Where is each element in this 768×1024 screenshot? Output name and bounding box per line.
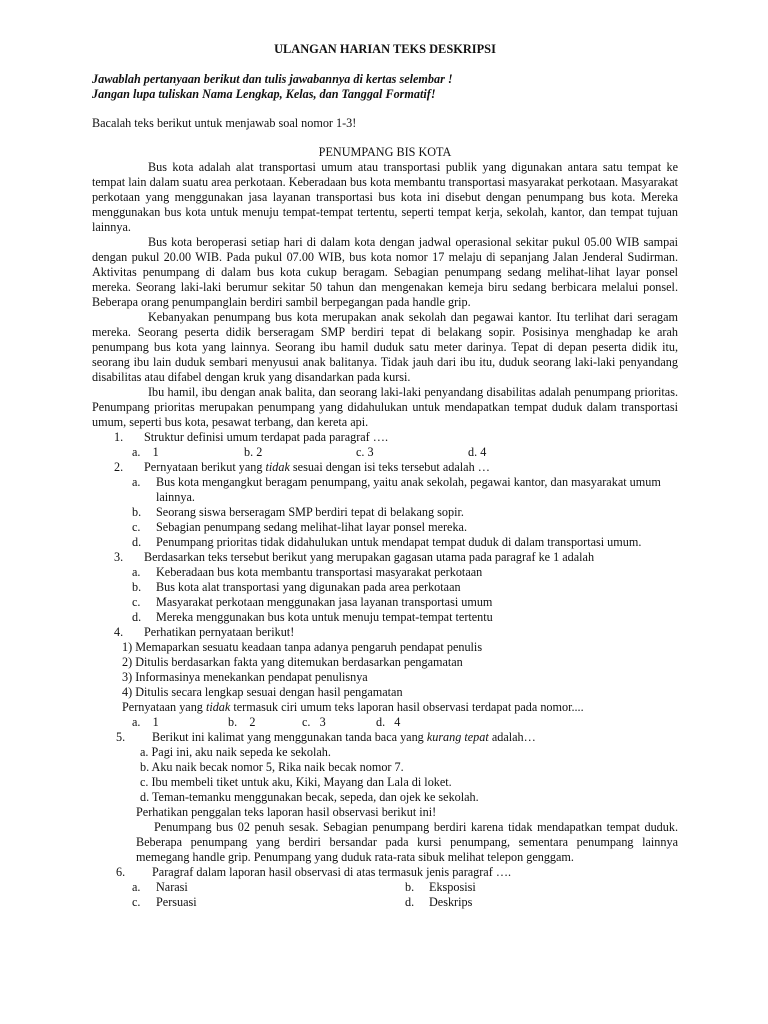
options-row [132,445,678,460]
question-text: Berikut ini kalimat yang menggunakan tanda baca yang kurang tepat adalah… [152,730,536,744]
option-a: a. Bus kota mengangkut beragam penumpang, yaitu anak sekolah, pegawai kantor, dan masyarakat umum lainnya. [132,475,661,504]
question-4 [92,625,678,730]
option-d: d. Deskrips [405,895,473,909]
statement-3: 3) Informasinya menekankan pendapat penulisnya [122,670,368,684]
option-a: a. 1 [132,445,159,459]
option-a: a. Narasi [132,880,188,894]
question-number: 1. [114,430,124,444]
option-b: b. Bus kota alat transportasi yang digunakan pada area perkotaan [132,580,461,594]
instruction-line-1: Jawablah pertanyaan berikut dan tulis jawabannya di kertas selembar ! [92,72,453,86]
statement-2: 2) Ditulis berdasarkan fakta yang ditemukan berdasarkan pengamatan [122,655,463,669]
question-prompt: Pernyataan yang tidak termasuk ciri umum teks laporan hasil observasi terdapat pada nomor.... [122,700,584,714]
question-text: Berdasarkan teks tersebut berikut yang merupakan gagasan utama pada paragraf ke 1 adalah [144,550,595,564]
excerpt-note: Perhatikan penggalan teks laporan hasil observasi berikut ini! [136,805,437,819]
question-text: Perhatikan pernyataan berikut! [144,625,295,639]
question-number: 6. [116,865,126,879]
question-number: 2. [114,460,124,474]
passage-title: PENUMPANG BIS KOTA [318,145,452,159]
question-2 [92,460,678,550]
options-row-1 [132,880,678,895]
question-5 [92,730,678,865]
option-d: d. Mereka menggunakan bus kota untuk menuju tempat-tempat tertentu [132,610,493,624]
option-c: c. 3 [356,445,374,459]
option-b: b. Aku naik becak nomor 5, Rika naik becak nomor 7. [140,760,404,774]
option-a: a. Keberadaan bus kota membantu transportasi masyarakat perkotaan [132,565,483,579]
option-c: c. 3 [302,715,326,729]
option-d: d. Penumpang prioritas tidak didahulukan untuk mendapat tempat duduk di dalam transportasi umum. [132,535,642,549]
statement-4: 4) Ditulis secara lengkap sesuai dengan hasil pengamatan [122,685,403,699]
reading-intro: Bacalah teks berikut untuk menjawab soal nomor 1-3! [92,116,357,130]
option-a: a. Pagi ini, aku naik sepeda ke sekolah. [140,745,331,759]
passage-paragraph-2: Bus kota beroperasi setiap hari di dalam kota dengan jadwal operasional sekitar pukul 05.00 WIB sampai dengan pukul 20.00 WIB. Pada pukul 07.00 WIB, bus kota nomor 17 melaju di sepanjang Jalan Jenderal Sudirman. Aktivitas penumpang di dalam bus kota cukup beragam. Sebagian penumpang sedang melihat-lihat layar ponsel mereka. Seorang laki-laki berumur sekitar 50 tahun dan mengenakan kemeja biru sedang berbicara melalui ponsel. Beberapa orang penumpanglain berdiri sambil berpegangan pada handle grip. [92,235,678,309]
passage-paragraph-3: Kebanyakan penumpang bus kota merupakan anak sekolah dan pegawai kantor. Itu terlihat dari seragam mereka. Seorang peserta didik berseragam SMP berdiri tepat di belakang sopir. Posisinya menghadap ke arah penumpang bus kota yang lainnya. Seorang ibu hamil duduk satu meter darinya. Tepat di depan peserta didik itu, seorang ibu lain duduk sembari menyusui anak balitanya. Tidak jauh dari ibu itu, duduk seorang laki-laki penyandang disabilitas atau difabel dengan kruk yang disandarkan pada kursi. [92,310,678,384]
option-b: b. 2 [228,715,256,729]
option-d: d. 4 [376,715,401,729]
question-3 [92,550,678,625]
options-row-2 [132,895,678,910]
option-b: b. Seorang siswa berseragam SMP berdiri tepat di belakang sopir. [132,505,464,519]
option-d: d. Teman-temanku menggunakan becak, sepeda, dan ojek ke sekolah. [140,790,479,804]
question-number: 4. [114,625,124,639]
option-b: b. Eksposisi [405,880,476,894]
question-6 [92,865,678,910]
worksheet-title: ULANGAN HARIAN TEKS DESKRIPSI [274,42,496,56]
question-text: Struktur definisi umum terdapat pada paragraf …. [144,430,389,444]
question-text: Pernyataan berikut yang tidak sesuai dengan isi teks tersebut adalah … [144,460,490,474]
passage-paragraph-1: Bus kota adalah alat transportasi umum atau transportasi publik yang digunakan antara satu tempat ke tempat lain dalam suatu area perkotaan. Keberadaan bus kota membantu transportasi masyarakat perkotaan. Masyarakat perkotaan yang menggunakan jasa layanan transportasi bus kota ini disebut dengan penumpang bus kota. Mereka menggunakan bus kota untuk menuju tempat-tempat tertentu, seperti tempat kerja, sekolah, kantor, dan tempat tujuan lainnya. [92,160,678,234]
passage-paragraph-4: Ibu hamil, ibu dengan anak balita, dan seorang laki-laki penyandang disabilitas adalah penumpang prioritas. Penumpang prioritas merupakan penumpang yang didahulukan untuk mendapatkan tempat duduk dalam transportasi umum, seperti bus kota, pesawat terbang, dan kereta api. [92,385,678,429]
option-c: c. Sebagian penumpang sedang melihat-lihat layar ponsel mereka. [132,520,468,534]
question-1 [92,430,678,460]
option-c: c. Masyarakat perkotaan menggunakan jasa layanan transportasi umum [132,595,493,609]
option-c: c. Persuasi [132,895,197,909]
option-c: c. Ibu membeli tiket untuk aku, Kiki, Mayang dan Lala di loket. [140,775,452,789]
question-number: 5. [116,730,126,744]
question-number: 3. [114,550,124,564]
option-b: b. 2 [244,445,263,459]
options-row [132,715,678,730]
option-a: a. 1 [132,715,159,729]
instruction-line-2: Jangan lupa tuliskan Nama Lengkap, Kelas, dan Tanggal Formatif! [92,87,436,101]
option-d: d. 4 [468,445,487,459]
observation-excerpt: Penumpang bus 02 penuh sesak. Sebagian penumpang berdiri karena tidak mendapatkan tempat duduk. Beberapa penumpang yang berdiri bersandar pada kursi penumpang, sementara penumpang lainnya memegang handle grip. Penumpang yang duduk rata-rata sibuk melihat telepon genggam. [136,820,678,864]
question-text: Paragraf dalam laporan hasil observasi di atas termasuk jenis paragraf …. [152,865,512,879]
statement-1: 1) Memaparkan sesuatu keadaan tanpa adanya pengaruh pendapat penulis [122,640,483,654]
